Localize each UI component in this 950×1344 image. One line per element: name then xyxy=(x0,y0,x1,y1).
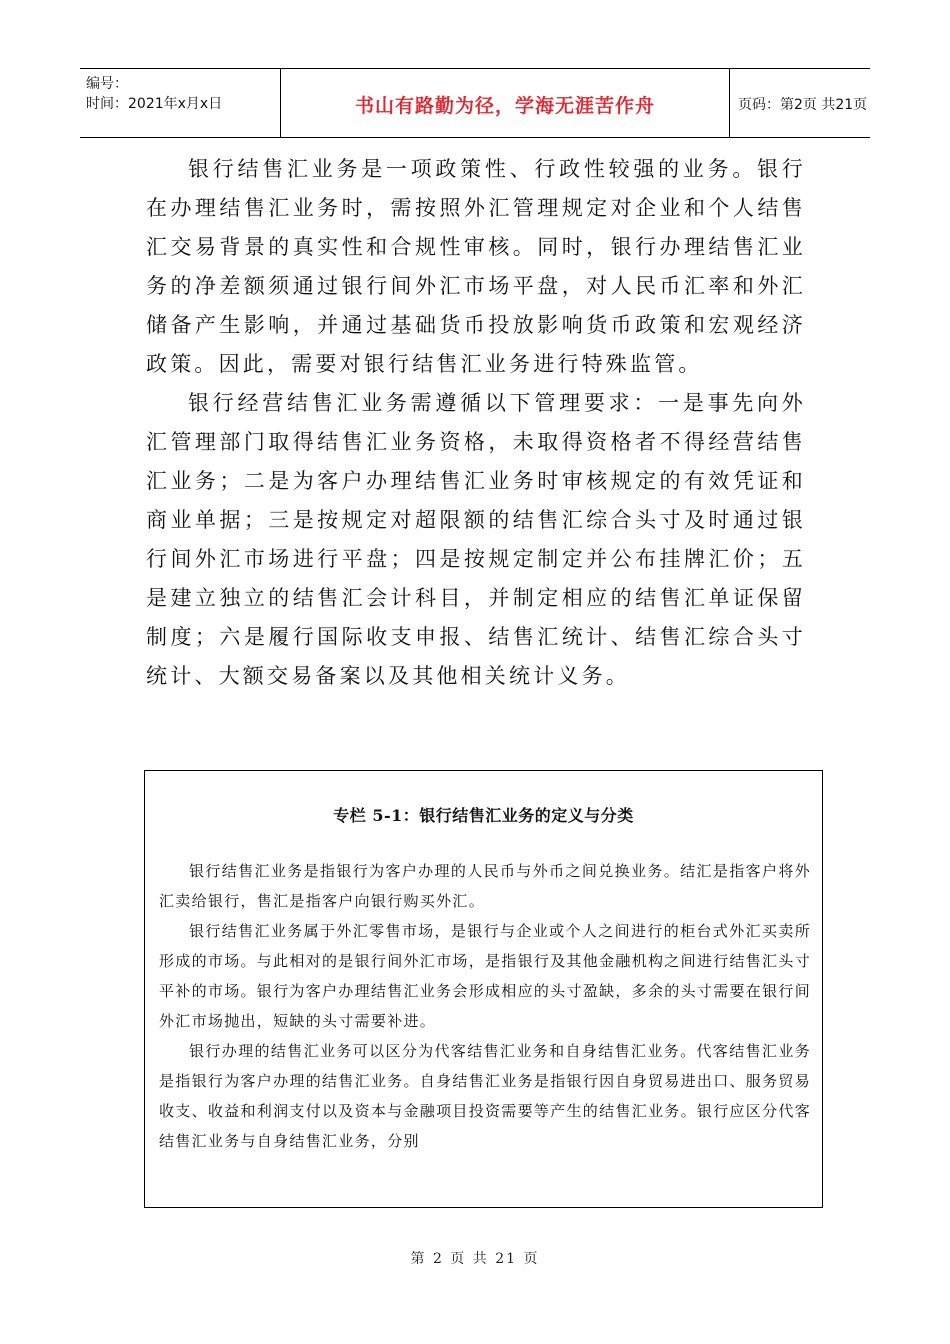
header-page-info: 页码：第2页 共21页 xyxy=(738,97,868,113)
box-paragraph: 银行办理的结售汇业务可以区分为代客结售汇业务和自身结售汇业务。代客结售汇业务是指银行为客户办理的结售汇业务。自身结售汇业务是指银行因自身贸易进出口、服务贸易收支、收益和利润支付以及资本与金融项目投资需要等产生的结售汇业务。银行应区分代客结售汇业务与自身结售汇业务，分别 xyxy=(159,1042,812,1150)
box-paragraph: 银行结售汇业务属于外汇零售市场，是银行与企业或个人之间进行的柜台式外汇买卖所形成的市场。与此相对的是银行间外汇市场，是指银行及其他金融机构之间进行结售汇头寸平补的市场。银行为客户办理结售汇业务会形成相应的头寸盈缺，多余的头寸需要在银行间外汇市场抛出，短缺的头寸需要补进。 xyxy=(159,922,812,1030)
document-header xyxy=(80,68,870,138)
box-title: 专栏 5-1：银行结售汇业务的定义与分类 xyxy=(333,806,634,825)
body-paragraph: 银行经营结售汇业务需遵循以下管理要求：一是事先向外汇管理部门取得结售汇业务资格，未取得资格者不得经营结售汇业务；二是为客户办理结售汇业务时审核规定的有效凭证和商业单据；三是按规定对超限额的结售汇综合头寸及时通过银行间外汇市场进行平盘；四是按规定制定并公布挂牌汇价；五是建立独立的结售汇会计科目，并制定相应的结售汇单证保留制度；六是履行国际收支申报、结售汇统计、结售汇综合头寸统计、大额交易备案以及其他相关统计义务。 xyxy=(146,391,806,688)
box-paragraph: 银行结售汇业务是指银行为客户办理的人民币与外币之间兑换业务。结汇是指客户将外汇卖给银行，售汇是指客户向银行购买外汇。 xyxy=(159,862,811,910)
header-motto: 书山有路勤为径，学海无涯苦作舟 xyxy=(354,95,655,117)
document-time-label: 时间：2021年x月x日 xyxy=(86,96,223,112)
header-page-cell xyxy=(730,69,870,137)
header-meta-cell xyxy=(80,69,280,137)
box-body xyxy=(159,856,811,1156)
main-body xyxy=(146,150,806,696)
document-number-label: 编号： xyxy=(86,76,128,92)
page-footer: 第 2 页 共 21 页 xyxy=(410,1251,540,1267)
sidebar-box xyxy=(144,770,823,1208)
header-motto-cell xyxy=(280,69,730,137)
body-paragraph: 银行结售汇业务是一项政策性、行政性较强的业务。银行在办理结售汇业务时，需按照外汇管理规定对企业和个人结售汇交易背景的真实性和合规性审核。同时，银行办理结售汇业务的净差额须通过银行间外汇市场平盘，对人民币汇率和外汇储备产生影响，并通过基础货币投放影响货币政策和宏观经济政策。因此，需要对银行结售汇业务进行特殊监管。 xyxy=(146,157,806,376)
